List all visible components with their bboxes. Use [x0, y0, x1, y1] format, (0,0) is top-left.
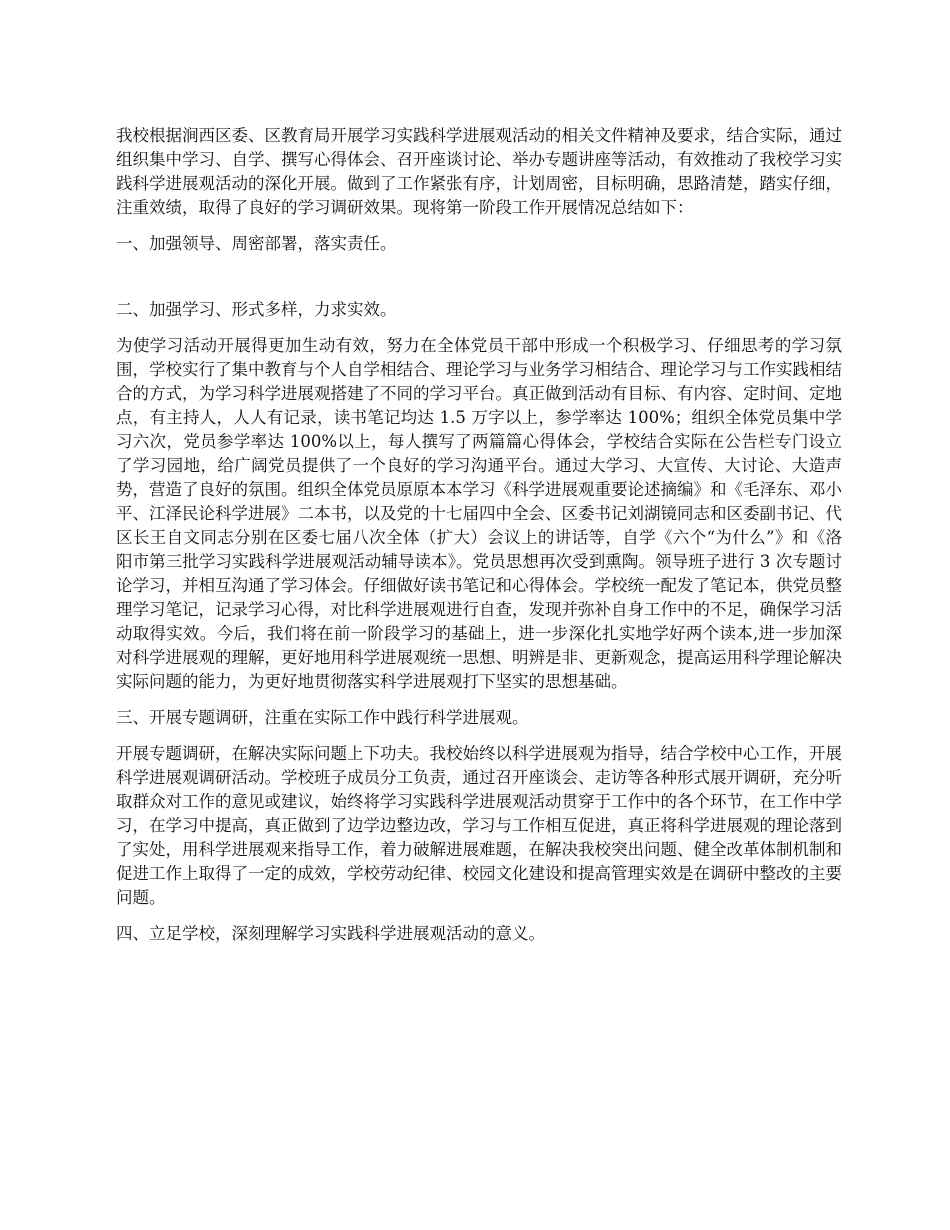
section-heading-3: 三、开展专题调研，注重在实际工作中践行科学进展观。	[116, 708, 529, 727]
section-paragraph-2: 为使学习活动开展得更加生动有效，努力在全体党员干部中形成一个积极学习、仔细思考的学习氛围，学校实行了集中教育与个人自学相结合、理论学习与业务学习相结合、理论学习与工作实践相结合的方式，为学习科学进展观搭建了不同的学习平台。真正做到活动有目标、有内容、定时间、定地点，有主持人，人人有记录，读书笔记均达 1.5 万字以上，参学率达 100%；组织全体党员集中学习六次，党员参学率达 100%以上，每人撰写了两篇篇心得体会，学校结合实际在公告栏专门设立了学习园地，给广阔党员提供了一个良好的学习沟通平台。通过大学习、大宣传、大讨论、大造声势，营造了良好的氛围。组织全体党员原原本本学习《科学进展观重要论述摘编》和《毛泽东、邓小平、江泽民论科学进展》二本书，以及党的十七届四中全会、区委书记刘湖镜同志和区委副书记、代区长王自文同志分别在区委七届八次全体（扩大）会议上的讲话等，自学《六个“为什么”》和《洛阳市第三批学习实践科学进展观活动辅导读本》。党员思想再次受到熏陶。领导班子进行 3 次专题讨论学习，并相互沟通了学习体会。仔细做好读书笔记和心得体会。学校统一配发了笔记本，供党员整理学习笔记，记录学习心得，对比科学进展观进行自查，发现并弥补自身工作中的不足，确保学习活动取得实效。今后，我们将在前一阶段学习的基础上，进一步深化扎实地学好两个读本,进一步加深对科学进展观的理解，更好地用科学进展观统一思想、明辨是非、更新观念，提高运用科学理论解决实际问题的能力，为更好地贯彻落实科学进展观打下坚实的思想基础。	[116, 336, 842, 691]
document-body	[116, 124, 842, 946]
intro-paragraph: 我校根据涧西区委、区教育局开展学习实践科学进展观活动的相关文件精神及要求，结合实际，通过组织集中学习、自学、撰写心得体会、召开座谈讨论、举办专题讲座等活动，有效推动了我校学习实践科学进展观活动的深化开展。做到了工作紧张有序，计划周密，目标明确，思路清楚，踏实仔细，注重效绩，取得了良好的学习调研效果。现将第一阶段工作开展情况总结如下：	[116, 126, 842, 217]
section-heading-1: 一、加强领导、周密部署，落实责任。	[116, 234, 397, 253]
section-heading-2: 二、加强学习、形式多样，力求实效。	[116, 300, 397, 319]
section-paragraph-3: 开展专题调研，在解决实际问题上下功夫。我校始终以科学进展观为指导，结合学校中心工作，开展科学进展观调研活动。学校班子成员分工负责，通过召开座谈会、走访等各种形式展开调研，充分听取群众对工作的意见或建议，始终将学习实践科学进展观活动贯穿于工作中的各个环节，在工作中学习，在学习中提高，真正做到了边学边整边改，学习与工作相互促进，真正将科学进展观的理论落到了实处，用科学进展观来指导工作，着力破解进展难题，在解决我校突出问题、健全改革体制机制和促进工作上取得了一定的成效，学校劳动纪律、校园文化建设和提高管理实效是在调研中整改的主要问题。	[116, 744, 842, 907]
section-heading-4: 四、立足学校，深刻理解学习实践科学进展观活动的意义。	[116, 924, 545, 943]
